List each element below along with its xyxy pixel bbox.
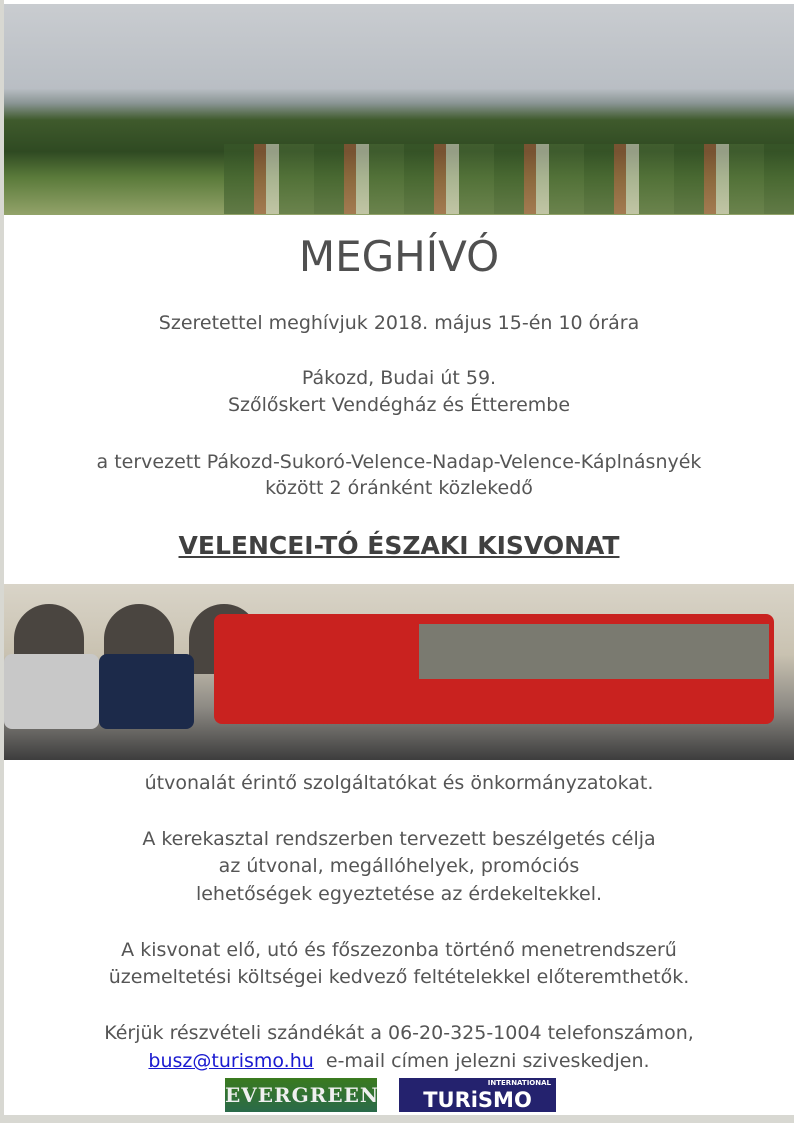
route-line-2: között 2 óránként közlekedő [265, 477, 533, 499]
turismo-sub: INTERNATIONAL [487, 1079, 551, 1087]
contact-line: Kérjük részvételi szándékát a 06-20-325-1004 telefonszámon, [104, 1022, 694, 1044]
para-costs-1: A kisvonat elő, utó és főszezonba történő menetrendszerű [121, 939, 677, 961]
train-photo [4, 584, 794, 760]
para-services: útvonalát érintő szolgáltatókat és önkormányzatokat. [144, 772, 654, 794]
para-goal-3: lehetőségek egyeztetése az érdekeltekkel. [195, 883, 603, 905]
invitation-page [4, 0, 794, 1115]
turismo-logo [399, 1078, 556, 1112]
venue-line: Szőlőskert Vendégház és Étterembe [227, 394, 571, 416]
email-link[interactable]: busz@turismo.hu [148, 1050, 314, 1072]
train-heading: VELENCEI-TÓ ÉSZAKI KISVONAT [178, 531, 620, 560]
intro-text: Szeretettel meghívjuk 2018. május 15-én 10 órára [158, 312, 640, 334]
page-title: MEGHÍVÓ [298, 232, 500, 281]
landscape-photo [4, 4, 794, 215]
address-line: Pákozd, Budai út 59. [301, 367, 497, 389]
para-goal-1: A kerekasztal rendszerben tervezett beszélgetés célja [142, 828, 656, 850]
para-goal-2: az útvonal, megállóhelyek, promóciós [218, 855, 580, 877]
email-line-text: e-mail címen jelezni sziveskedjen. [313, 1050, 650, 1072]
route-line: a tervezett Pákozd-Sukoró-Velence-Nadap-Velence-Káplnásnyék [96, 451, 702, 473]
turismo-text: TURiSMO [423, 1088, 532, 1112]
contact-email-line [4, 1048, 794, 1075]
para-costs-2: üzemeltetési költségei kedvező feltételekkel előteremthetők. [108, 966, 690, 988]
evergreen-logo: EVERGREEN [225, 1078, 377, 1112]
